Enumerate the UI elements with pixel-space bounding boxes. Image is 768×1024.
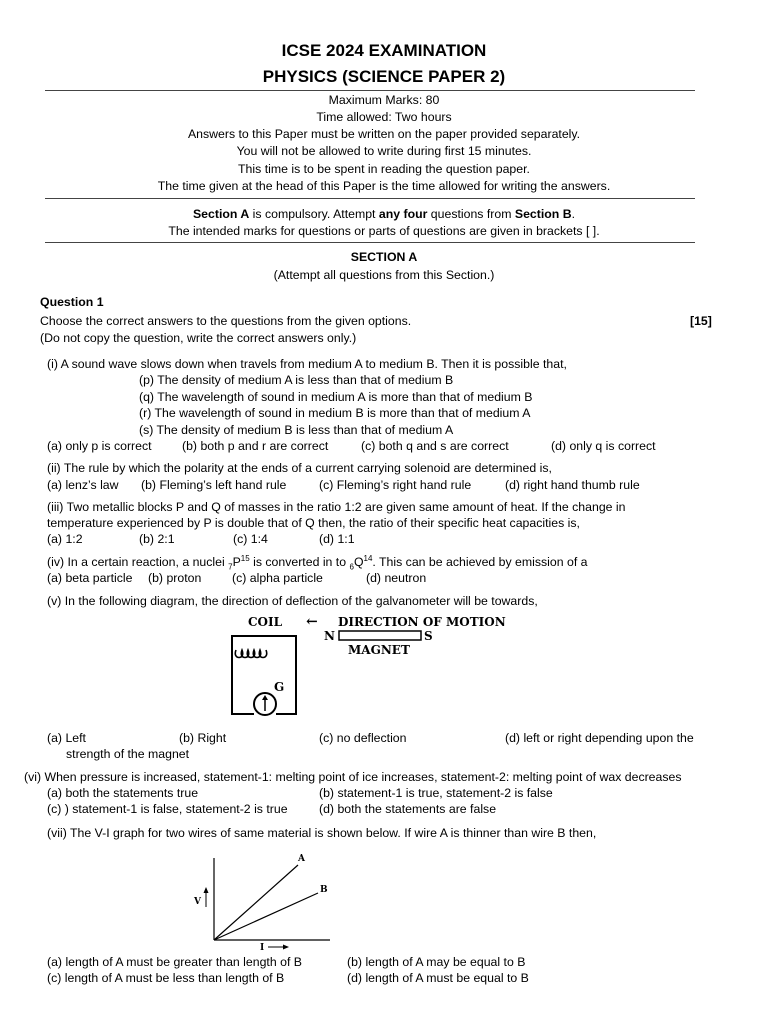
any-four-label: any four — [378, 207, 428, 221]
q-iii-option-b: (b) 2:1 — [139, 532, 175, 546]
q-v-stem: (v) In the following diagram, the direction of deflection of the galvanometer will be towards, — [47, 594, 538, 608]
q-vii-option-a: (a) length of A must be greater than length of B — [47, 955, 302, 969]
q-i-option-a: (a) only p is correct — [47, 439, 152, 453]
mass-number: 15 — [240, 553, 250, 563]
q-iv-text: . This can be achieved by emission of a — [372, 555, 588, 569]
label-a: A — [298, 854, 305, 864]
q-iv-option-a: (a) beta particle — [47, 571, 133, 585]
exam-title: ICSE 2024 EXAMINATION — [281, 41, 487, 60]
magnet-label: MAGNET — [348, 643, 410, 657]
q-iii-stem: temperature experienced by P is double that of Q then, the ratio of their specific heat capacities is, — [47, 516, 580, 530]
section-a-label: Section A — [192, 207, 250, 221]
q-i-stem: (i) A sound wave slows down when travels from medium A to medium B. Then it is possible that, — [47, 357, 567, 371]
instruction-line: Answers to this Paper must be written on the paper provided separately. — [187, 127, 581, 141]
coil-turns — [235, 650, 266, 658]
q-iv-option-d: (d) neutron — [366, 571, 427, 585]
q-i-option-d: (d) only q is correct — [551, 439, 656, 453]
needle-arrow-icon — [262, 695, 268, 700]
v-arrowhead-icon — [204, 887, 209, 893]
instruction-line: You will not be allowed to write during first 15 minutes. — [236, 144, 532, 158]
nucleus-symbol: P — [232, 555, 241, 569]
section-rules — [0, 206, 768, 222]
rules-text: questions from — [427, 207, 515, 221]
instruction-line: The time given at the head of this Paper is the time allowed for writing the answers. — [157, 179, 611, 193]
q-vi-option-d: (d) both the statements are false — [319, 802, 497, 816]
q-vii-option-d: (d) length of A must be equal to B — [347, 971, 529, 985]
q-ii-option-d: (d) right hand thumb rule — [505, 478, 640, 492]
section-b-label: Section B — [514, 207, 572, 221]
section-note: (Attempt all questions from this Section.) — [273, 268, 495, 282]
q-ii-option-c: (c) Fleming’s right hand rule — [319, 478, 472, 492]
question-label: Question 1 — [40, 295, 104, 309]
q-v-option-c: (c) no deflection — [319, 731, 407, 745]
q-iii-stem: (iii) Two metallic blocks P and Q of masses in the ratio 1:2 are given same amount of heat. If the change in — [47, 500, 626, 514]
circuit-wire-left — [232, 650, 254, 714]
label-i: I — [260, 943, 265, 953]
label-b: B — [320, 885, 328, 895]
coil-wire — [232, 636, 296, 650]
i-arrowhead-icon — [283, 945, 289, 950]
label-v: V — [194, 897, 201, 907]
question-marks: [15] — [690, 314, 712, 328]
q-iv-option-b: (b) proton — [148, 571, 202, 585]
q-ii-stem: (ii) The rule by which the polarity at the ends of a current carrying solenoid are determined is, — [47, 461, 552, 475]
instruction-line: This time is to be spent in reading the question paper. — [238, 162, 530, 176]
q-iii-option-c: (c) 1:4 — [233, 532, 268, 546]
q-v-option-b: (b) Right — [179, 731, 227, 745]
max-marks: Maximum Marks: 80 — [328, 93, 440, 107]
q-iv-option-c: (c) alpha particle — [232, 571, 323, 585]
q-vi-option-a: (a) both the statements true — [47, 786, 199, 800]
question-note: (Do not copy the question, write the correct answers only.) — [40, 331, 357, 345]
time-allowed: Time allowed: Two hours — [316, 110, 452, 124]
atomic-number: 7 — [228, 562, 233, 572]
instructions-divider — [45, 198, 695, 199]
q-iv-text: (iv) In a certain reaction, a nuclei — [47, 555, 229, 569]
q-ii-option-a: (a) lenz’s law — [47, 478, 119, 492]
atomic-number: 6 — [349, 562, 354, 572]
q-i-statement: (q) The wavelength of sound in medium A is more than that of medium B — [139, 390, 533, 404]
q-i-statement: (s) The density of medium B is less than that of medium A — [139, 423, 454, 437]
q-iii-option-d: (d) 1:1 — [319, 532, 355, 546]
q-vii-option-b: (b) length of A may be equal to B — [347, 955, 526, 969]
coil-label: COIL — [248, 615, 283, 629]
marks-note: The intended marks for questions or parts of questions are given in brackets [ ]. — [168, 224, 600, 238]
q-vi-option-b: (b) statement-1 is true, statement-2 is false — [319, 786, 553, 800]
q-i-statement: (p) The density of medium A is less than that of medium B — [139, 373, 454, 387]
south-pole-label: S — [424, 629, 433, 643]
q-i-option-b: (b) both p and r are correct — [182, 439, 329, 453]
vi-graph — [190, 850, 340, 954]
q-v-option-d-cont: strength of the magnet — [66, 747, 190, 761]
q-ii-option-b: (b) Fleming’s left hand rule — [141, 478, 287, 492]
q-i-statement: (r) The wavelength of sound in medium B is more than that of medium A — [139, 406, 531, 420]
rules-divider — [45, 242, 695, 243]
mass-number: 14 — [363, 553, 373, 563]
q-iv-text: is converted in to — [249, 555, 350, 569]
q-vi-option-c: (c) ) statement-1 is false, statement-2 is true — [47, 802, 288, 816]
paper-subtitle: PHYSICS (SCIENCE PAPER 2) — [262, 67, 506, 86]
q-iv-stem — [47, 554, 588, 570]
q-v-option-a: (a) Left — [47, 731, 86, 745]
q-vii-stem: (vii) The V-I graph for two wires of same material is shown below. If wire A is thinner than wire B then, — [47, 826, 597, 840]
question-instruction: Choose the correct answers to the questions from the given options. — [40, 314, 412, 328]
q-vi-stem: (vi) When pressure is increased, statement-1: melting point of ice increases, statement-2: melting point of wax decreases — [24, 770, 682, 784]
nucleus-symbol: Q — [353, 555, 364, 569]
q-i-option-c: (c) both q and s are correct — [361, 439, 509, 453]
line-b — [214, 893, 318, 940]
galvanometer-label: G — [274, 680, 285, 694]
north-pole-label: N — [324, 629, 335, 643]
q-v-option-d: (d) left or right depending upon the — [505, 731, 694, 745]
q-vii-option-c: (c) length of A must be less than length of B — [47, 971, 285, 985]
section-heading: SECTION A — [350, 250, 418, 264]
rules-text: . — [571, 207, 576, 221]
direction-label: DIRECTION OF MOTION — [338, 615, 506, 629]
bar-magnet — [339, 631, 421, 640]
q-iii-option-a: (a) 1:2 — [47, 532, 83, 546]
rules-text: is compulsory. Attempt — [249, 207, 379, 221]
induction-coil-diagram — [218, 610, 528, 722]
line-a — [214, 865, 298, 940]
header-divider — [45, 90, 695, 91]
motion-arrow-icon: ← — [306, 614, 318, 630]
